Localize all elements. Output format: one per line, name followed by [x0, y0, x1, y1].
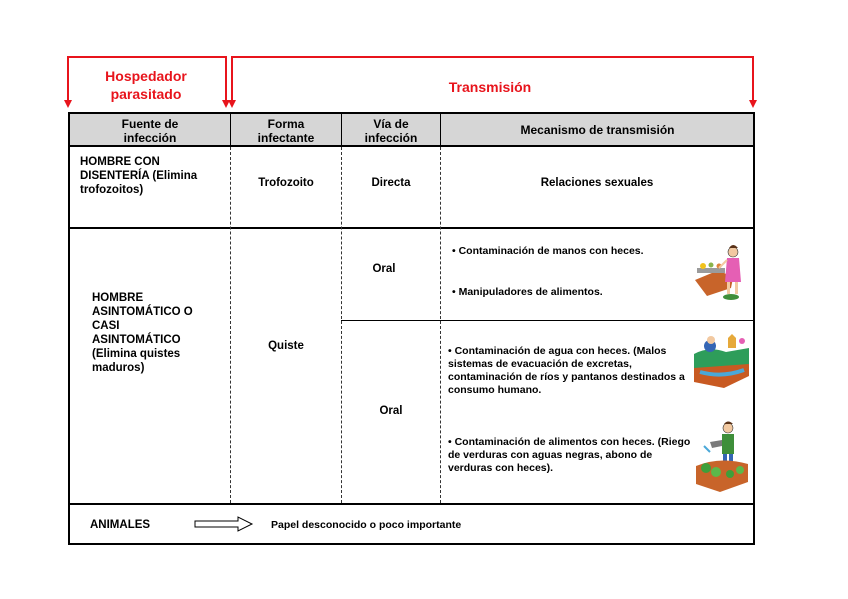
row2-route-a: Oral — [372, 263, 396, 275]
header-divider-3 — [440, 114, 441, 146]
transmission-arrow-right-icon — [749, 100, 757, 108]
row2-route-b: Oral — [379, 405, 403, 417]
col-header-source: Fuente de infección — [121, 117, 179, 145]
header-rule — [68, 145, 755, 147]
row1-source: HOMBRE CON DISENTERÍA (Elimina trofozoitos) — [80, 156, 198, 196]
row2-mechanism-a2: • Manipuladores de alimentos. — [452, 286, 603, 298]
row1-form: Trofozoito — [258, 177, 314, 189]
col-header-form: Forma infectante — [257, 117, 315, 145]
transmission-arrow-left-icon — [228, 100, 236, 108]
row1-route: Directa — [371, 177, 411, 189]
col-header-mechanism: Mecanismo de transmisión — [520, 123, 675, 137]
host-arrow-left-icon — [64, 100, 72, 108]
row2-split-rule — [341, 320, 755, 321]
row2-source: HOMBRE ASINTOMÁTICO O CASI ASINTOMÁTICO (Elimina quistes maduros) — [92, 292, 193, 374]
col-header-route: Vía de infección — [364, 117, 418, 145]
col-divider-1 — [230, 147, 231, 503]
row1-rule — [68, 227, 755, 229]
vegetable-irrigation-illustration — [694, 420, 749, 494]
water-contamination-illustration — [694, 332, 749, 390]
col-divider-2 — [341, 147, 342, 503]
row1-mechanism: Relaciones sexuales — [540, 177, 654, 189]
row2-mechanism-a1: • Contaminación de manos con heces. — [452, 245, 644, 257]
host-heading: Hospedador parasitado — [105, 68, 187, 102]
hand-washing-illustration — [693, 240, 745, 302]
outline-arrow-icon — [194, 516, 254, 532]
transmission-heading: Transmisión — [448, 79, 532, 95]
row2-form: Quiste — [268, 340, 304, 352]
col-divider-3 — [440, 147, 441, 503]
row2-mechanism-b1: • Contaminación de agua con heces. (Malos sistemas de evacuación de excretas, contaminación de ríos y pantanos destinados a consumo humano. — [448, 345, 685, 396]
header-divider-1 — [230, 114, 231, 146]
row2-mechanism-b2: • Contaminación de alimentos con heces. (Riego de verduras con aguas negras, abono de verduras con heces). — [448, 436, 691, 474]
footer-note: Papel desconocido o poco importante — [271, 519, 462, 531]
footer-animals-label: ANIMALES — [90, 519, 151, 531]
header-divider-2 — [341, 114, 342, 146]
row2-rule — [68, 503, 755, 505]
